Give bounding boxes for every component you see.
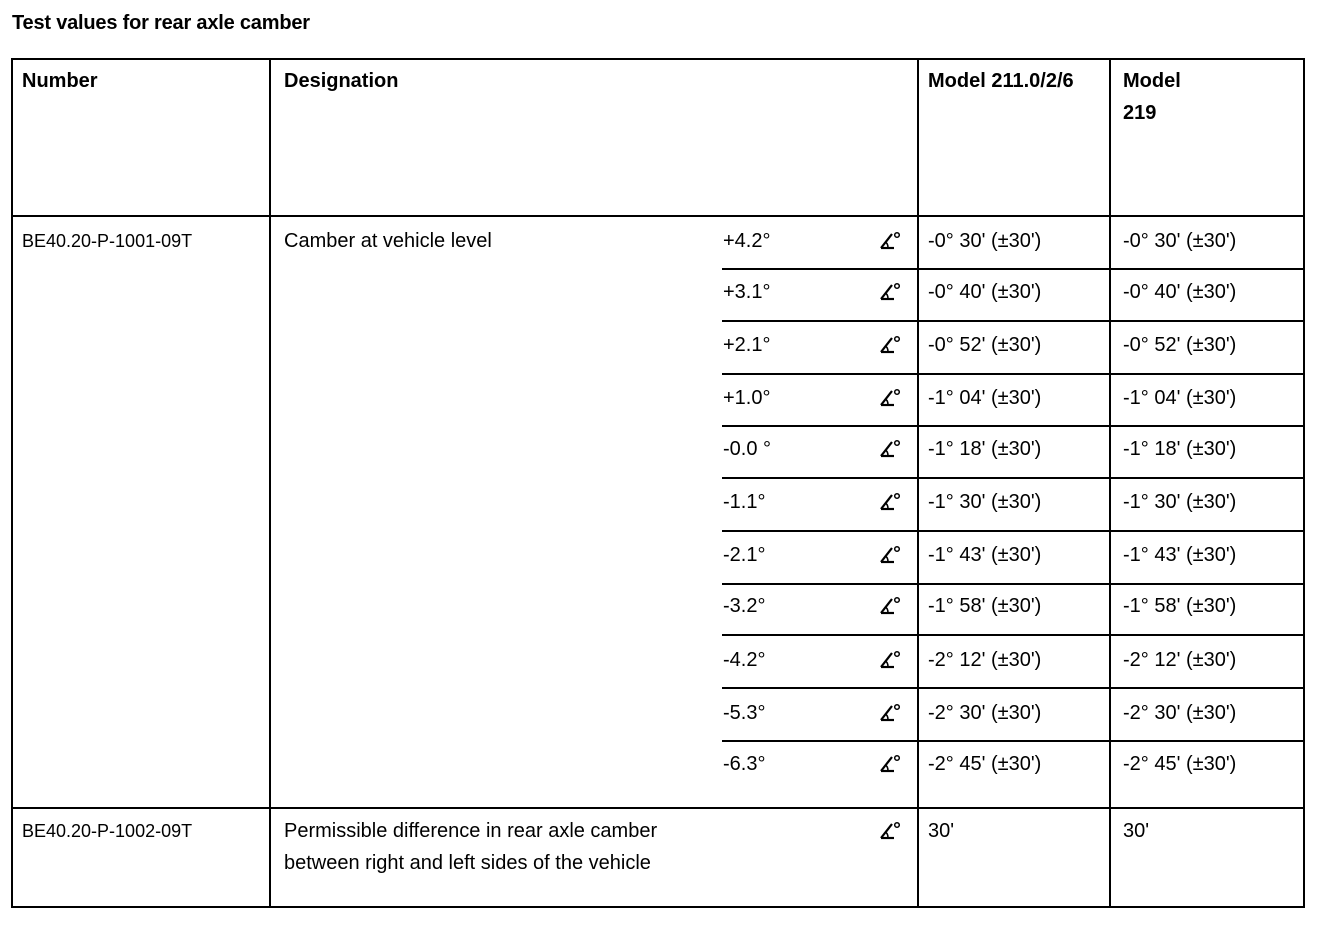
model-219-camber-value: -2° 30' (±30')	[1123, 702, 1237, 724]
camber-angle-icon	[878, 648, 902, 672]
model-211-camber-value: -0° 52' (±30')	[928, 334, 1042, 356]
sub-row-divider	[722, 530, 1305, 532]
vehicle-level-value: -5.3°	[723, 702, 766, 724]
model-211-camber-value: -2° 30' (±30')	[928, 702, 1042, 724]
model-219-camber-value: -0° 52' (±30')	[1123, 334, 1237, 356]
vehicle-level-value: -1.1°	[723, 491, 766, 513]
model-219-camber-value: -0° 30' (±30')	[1123, 230, 1237, 252]
header-divider	[11, 215, 1305, 217]
model-211-camber-value: -1° 30' (±30')	[928, 491, 1042, 513]
model-219-camber-value: -0° 40' (±30')	[1123, 281, 1237, 303]
camber-angle-icon	[878, 543, 902, 567]
camber-angle-icon	[878, 229, 902, 253]
row-divider	[11, 807, 1305, 809]
model-211-camber-value: -1° 43' (±30')	[928, 544, 1042, 566]
model-219-camber-value: -1° 30' (±30')	[1123, 491, 1237, 513]
model-219-camber-value: -2° 45' (±30')	[1123, 753, 1237, 775]
model-211-camber-value: -1° 58' (±30')	[928, 595, 1042, 617]
vehicle-level-value: +2.1°	[723, 334, 771, 356]
sub-row-divider	[722, 583, 1305, 585]
camber-angle-icon	[878, 333, 902, 357]
row-value-model-211: 30'	[928, 820, 955, 842]
camber-angle-icon	[878, 386, 902, 410]
vehicle-level-value: -0.0 °	[723, 438, 772, 460]
sub-row-divider	[722, 425, 1305, 427]
header-model-219-line1: Model	[1123, 70, 1181, 92]
model-219-camber-value: -1° 43' (±30')	[1123, 544, 1237, 566]
row-designation-permissible-line2: between right and left sides of the vehicle	[284, 852, 651, 874]
row-designation-permissible-line1: Permissible difference in rear axle camber	[284, 820, 658, 842]
sub-row-divider	[722, 634, 1305, 636]
sub-row-divider	[722, 373, 1305, 375]
row-designation-camber: Camber at vehicle level	[284, 230, 492, 252]
camber-angle-icon	[878, 280, 902, 304]
model-219-camber-value: -2° 12' (±30')	[1123, 649, 1237, 671]
column-divider-model	[1109, 58, 1111, 908]
model-211-camber-value: -2° 45' (±30')	[928, 753, 1042, 775]
model-219-camber-value: -1° 58' (±30')	[1123, 595, 1237, 617]
model-219-camber-value: -1° 18' (±30')	[1123, 438, 1237, 460]
model-211-camber-value: -2° 12' (±30')	[928, 649, 1042, 671]
header-designation: Designation	[284, 70, 399, 92]
vehicle-level-value: +3.1°	[723, 281, 771, 303]
sub-row-divider	[722, 477, 1305, 479]
model-211-camber-value: -1° 04' (±30')	[928, 387, 1042, 409]
vehicle-level-value: +4.2°	[723, 230, 771, 252]
model-211-camber-value: -1° 18' (±30')	[928, 438, 1042, 460]
row-number-1001: BE40.20-P-1001-09T	[22, 231, 193, 251]
camber-angle-icon	[878, 701, 902, 725]
page-title: Test values for rear axle camber	[12, 12, 310, 34]
column-divider-designation	[917, 58, 919, 908]
model-219-camber-value: -1° 04' (±30')	[1123, 387, 1237, 409]
sub-row-divider	[722, 320, 1305, 322]
sub-row-divider	[722, 687, 1305, 689]
row-value-model-219: 30'	[1123, 820, 1150, 842]
camber-angle-icon	[878, 752, 902, 776]
vehicle-level-value: -6.3°	[723, 753, 766, 775]
header-model-219-line2: 219	[1123, 102, 1157, 124]
vehicle-level-value: -3.2°	[723, 595, 766, 617]
camber-angle-icon	[878, 490, 902, 514]
vehicle-level-value: -4.2°	[723, 649, 766, 671]
sub-row-divider	[722, 740, 1305, 742]
row-number-1002: BE40.20-P-1002-09T	[22, 821, 193, 841]
vehicle-level-value: +1.0°	[723, 387, 771, 409]
camber-angle-icon	[878, 594, 902, 618]
sub-row-divider	[722, 268, 1305, 270]
column-divider-number	[269, 58, 271, 908]
header-model-211: Model 211.0/2/6	[928, 70, 1074, 92]
header-number: Number	[22, 70, 98, 92]
model-211-camber-value: -0° 30' (±30')	[928, 230, 1042, 252]
vehicle-level-value: -2.1°	[723, 544, 766, 566]
model-211-camber-value: -0° 40' (±30')	[928, 281, 1042, 303]
camber-angle-icon	[878, 819, 902, 843]
camber-angle-icon	[878, 437, 902, 461]
